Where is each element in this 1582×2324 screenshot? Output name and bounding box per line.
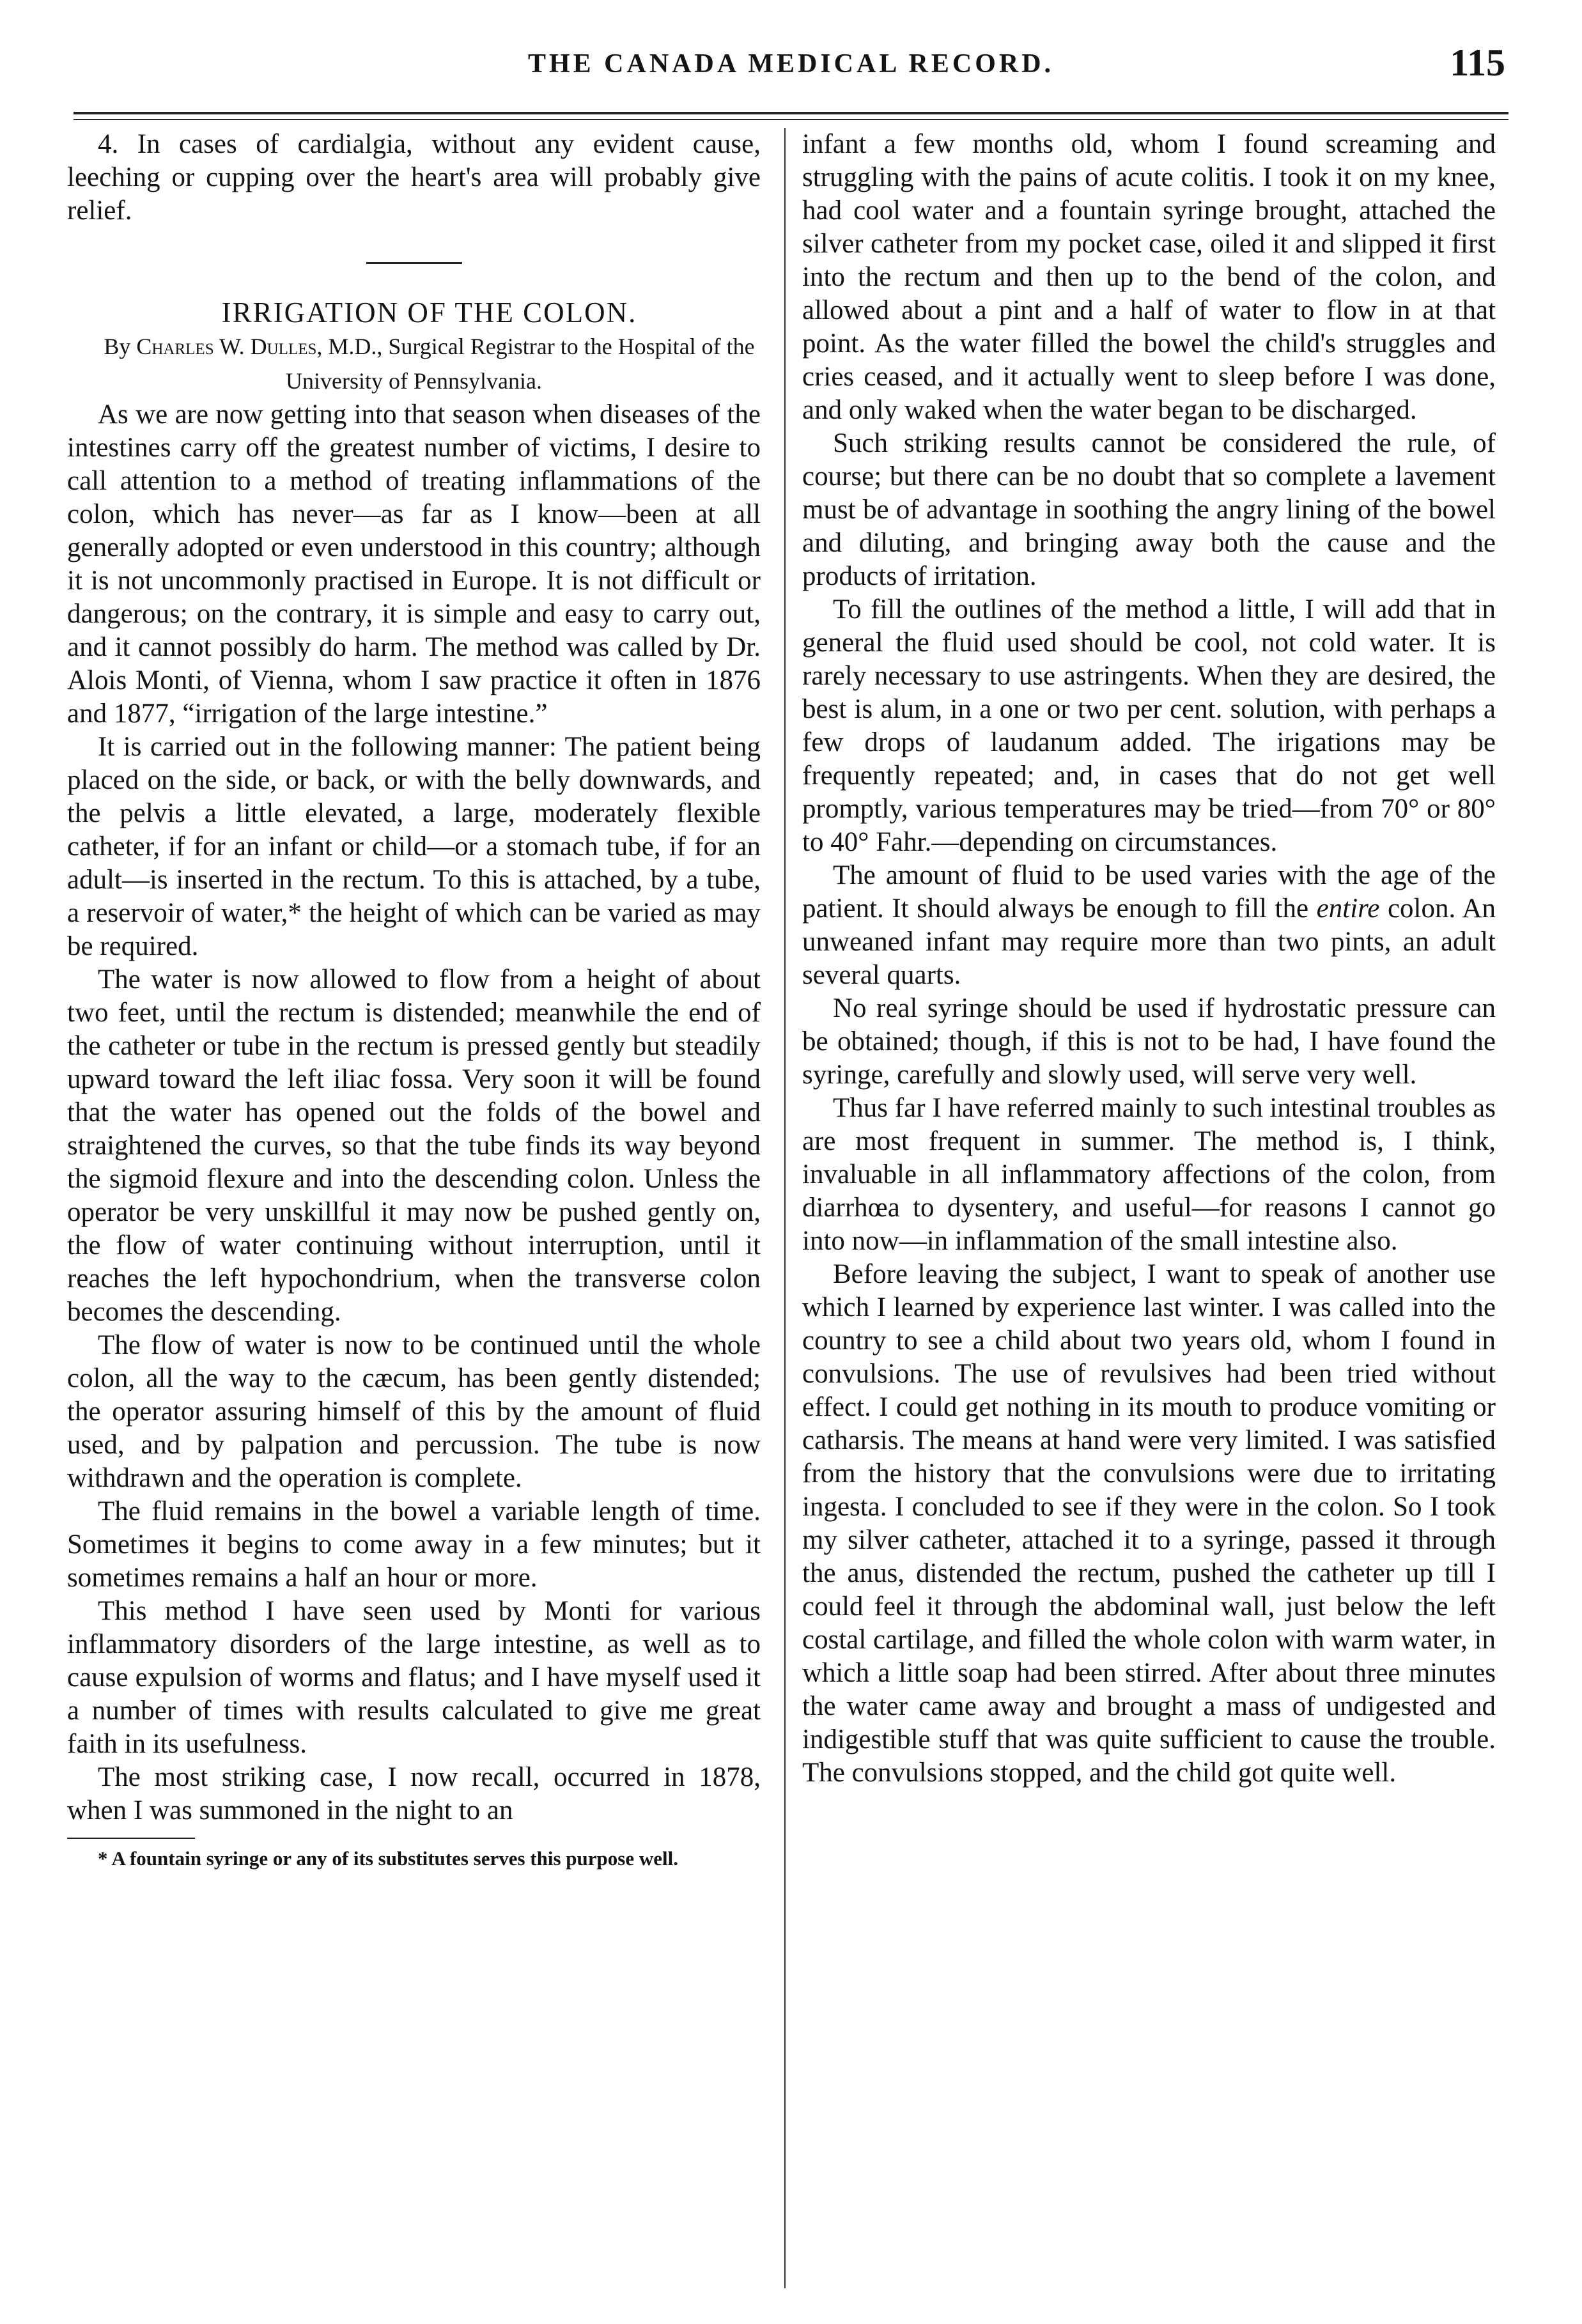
paragraph: infant a few months old, whom I found screaming and struggling with the pains of acute colitis. I took it on my knee, had cool water and a fountain syringe brought, attached the silver catheter from my pocket case, oiled it and slipped it first into the rectum and then up to the bend of the colon, and allowed about a pint and a half of water to flow in at that point. As the water filled the bowel the child's struggles and cries ceased, and it actually went to sleep before I was done, and only waked when the water began to be discharged. xyxy=(802,129,1496,425)
text-run: The amount of fluid to be used varies with the age of the patient. It should always be enough to fill the xyxy=(802,860,1496,924)
page-number: 115 xyxy=(1450,42,1505,84)
byline-author: Charles W. Dulles xyxy=(136,334,317,359)
right-column xyxy=(802,128,1496,1790)
byline-affiliation: , M.D., Surgical Registrar to the Hospital of the University of Pennsylvania. xyxy=(286,334,755,394)
header-rule-thick xyxy=(74,112,1508,114)
paragraph xyxy=(802,859,1496,992)
left-column xyxy=(67,128,761,1870)
paragraph: This method I have seen used by Monti for various inflammatory disorders of the large intestine, as well as to cause expulsion of worms and flatus; and I have myself used it a number of times with results calculated to give me great faith in its usefulness. xyxy=(67,1596,761,1759)
paragraph: To fill the outlines of the method a little, I will add that in general the fluid used should be cool, not cold water. It is rarely necessary to use astringents. When they are desired, the best is alum, in a one or two per cent. solution, with perhaps a few drops of laudanum added. The irigations may be frequently repeated; and, in cases that do not get well promptly, various temperatures may be tried—from 70° or 80° to 40° Fahr.—depending on circumstances. xyxy=(802,594,1496,857)
running-head xyxy=(0,37,1582,95)
byline xyxy=(67,329,761,398)
emphasis: entire xyxy=(1316,894,1380,924)
article-title: IRRIGATION OF THE COLON. xyxy=(221,297,637,329)
paragraph: No real syringe should be used if hydrostatic pressure can be obtained; though, if this is not to be had, I have found the syringe, carefully and slowly used, will serve very well. xyxy=(802,993,1496,1090)
column-divider xyxy=(784,128,786,2288)
paragraph: The fluid remains in the bowel a variable length of time. Sometimes it begins to come away in a few minutes; but it sometimes remains a half an hour or more. xyxy=(67,1496,761,1593)
paragraph: Such striking results cannot be considered the rule, of course; but there can be no doubt that so complete a lavement must be of advantage in soothing the angry lining of the bowel and diluting, and bringing away both the cause and the products of irritation. xyxy=(802,428,1496,591)
running-title: THE CANADA MEDICAL RECORD. xyxy=(527,49,1055,79)
paragraph: The most striking case, I now recall, occurred in 1878, when I was summoned in the night to an xyxy=(67,1762,761,1825)
paragraph: Before leaving the subject, I want to speak of another use which I learned by experience last winter. I was called into the country to see a child about two years old, whom I found in convulsions. The use of revulsives had been tried without effect. I could get nothing in its mouth to produce vomiting or catharsis. The means at hand were very limited. I was satisfied from the history that the convulsions were due to irritating ingesta. I concluded to see if they were in the colon. So I took my silver catheter, attached it to a syringe, passed it through the anus, distended the rectum, pushed the catheter up till I could feel it through the abdominal wall, just below the left costal cartilage, and filled the whole colon with warm water, in which a little soap had been stirred. After about three minutes the water came away and brought a mass of undigested and indigestible stuff that was quite sufficient to cause the trouble. The convulsions stopped, and the child got quite well. xyxy=(802,1259,1496,1788)
paragraph: It is carried out in the following manner: The patient being placed on the side, or back, or with the belly downwards, and the pelvis a little elevated, a large, moderately flexible catheter, if for an infant or child—or a stomach tube, if for an adult—is inserted in the rectum. To this is attached, by a tube, a reservoir of water,* the height of which can be varied as may be required. xyxy=(67,732,761,961)
header-rule-thin xyxy=(74,119,1508,120)
paragraph: Thus far I have referred mainly to such intestinal troubles as are most frequent in summer. The method is, I think, invaluable in all inflammatory affections of the colon, from diarrhœa to dysentery, and useful—for reasons I cannot go into now—in inflammation of the small intestine also. xyxy=(802,1093,1496,1256)
section-rule xyxy=(366,262,462,264)
intro-item: 4. In cases of cardialgia, without any evident cause, leeching or cupping over the heart's area will probably give relief. xyxy=(67,129,761,226)
footnote: * A fountain syringe or any of its substitutes serves this purpose well. xyxy=(98,1847,678,1870)
text-run: colon. An unweaned infant may require more than two pints, an adult several quarts. xyxy=(802,894,1496,990)
footnote-rule xyxy=(67,1838,195,1839)
byline-prefix: By xyxy=(104,334,131,359)
paragraph: As we are now getting into that season when diseases of the intestines carry off the greatest number of victims, I desire to call attention to a method of treating inflammations of the colon, which has never—as far as I know—been at all generally adopted or even understood in this country; although it is not uncommonly practised in Europe. It is not difficult or dangerous; on the contrary, it is simple and easy to carry out, and it cannot possibly do harm. The method was called by Dr. Alois Monti, of Vienna, whom I saw practice it often in 1876 and 1877, “irrigation of the large intestine.” xyxy=(67,399,761,729)
paragraph: The flow of water is now to be continued until the whole colon, all the way to the cæcum, has been gently distended; the operator assuring himself of this by the amount of fluid used, and by palpation and percussion. The tube is now withdrawn and the operation is complete. xyxy=(67,1330,761,1493)
paragraph: The water is now allowed to flow from a height of about two feet, until the rectum is distended; meanwhile the end of the catheter or tube in the rectum is pressed gently but steadily upward toward the left iliac fossa. Very soon it will be found that the water has opened out the folds of the bowel and straightened the curves, so that the tube finds its way beyond the sigmoid flexure and into the descending colon. Unless the operator be very unskillful it may now be pushed gently on, the flow of water continuing without interruption, until it reaches the left hypochondrium, when the transverse colon becomes the descending. xyxy=(67,964,761,1327)
